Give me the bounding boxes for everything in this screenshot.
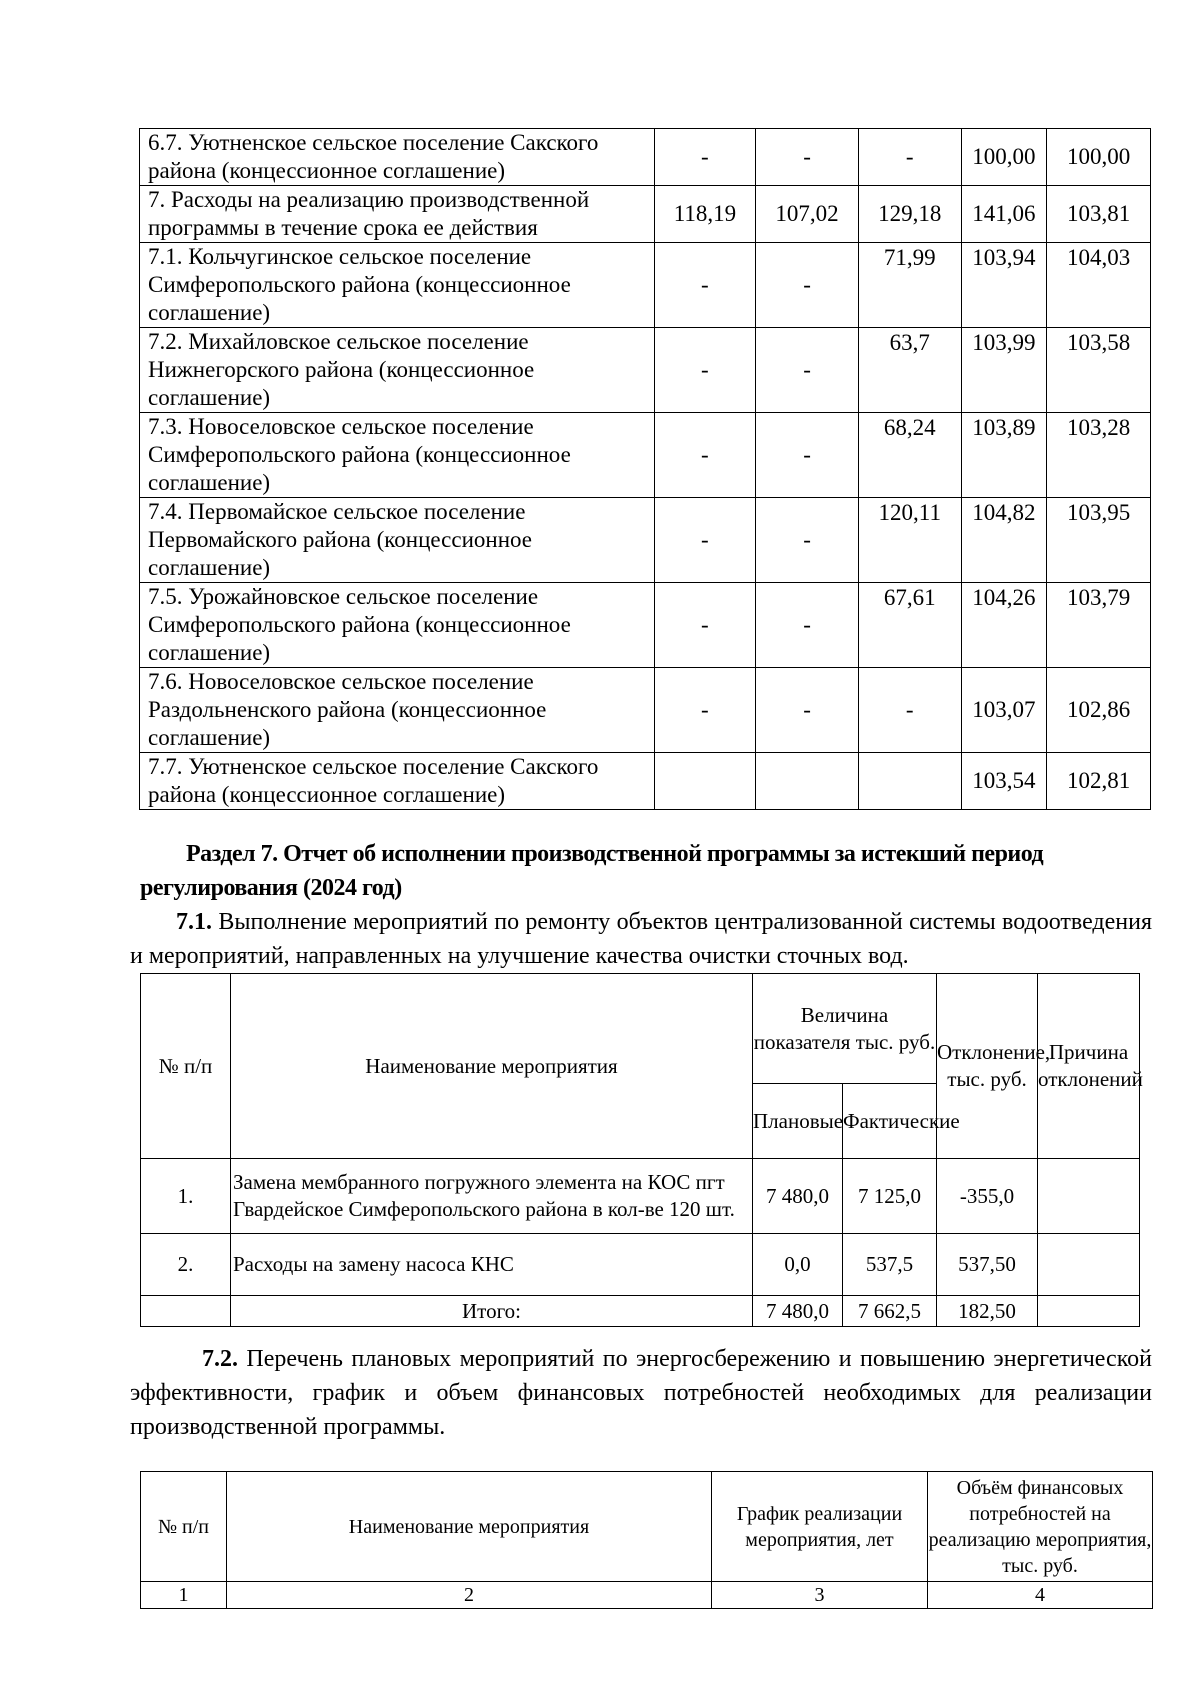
cell-value: 103,28 [1047,413,1151,498]
cell-value: 102,81 [1047,753,1151,810]
cell-planned: 0,0 [753,1234,843,1296]
header-volume: Объём финансовых потребностей на реализацию мероприятия, тыс. руб. [928,1472,1153,1582]
cell-planned: 7 480,0 [753,1159,843,1234]
cell-value: 129,18 [858,186,961,243]
paragraph-number: 7.2. [202,1346,238,1372]
total-row [141,1296,1140,1327]
cell-deviation: 537,50 [937,1234,1038,1296]
table-row [140,328,1151,413]
table-row [140,186,1151,243]
cell-value: - [654,668,756,753]
cell-value: - [756,328,859,413]
cell-empty [1038,1296,1140,1327]
column-number: 3 [712,1582,928,1609]
cell-value: - [858,668,961,753]
cell-name: Замена мембранного погружного элемента на КОС пгт Гвардейское Симферопольского района в кол-ве 120 шт. [231,1159,753,1234]
paragraph-7-2 [130,1342,1152,1444]
section-title: Раздел 7. Отчет об исполнении производственной программы за истекший период регулирования (2024 год) [140,841,1044,901]
cell-value: 103,95 [1047,498,1151,583]
paragraph-number: 7.1. [176,909,212,935]
header-name: Наименование мероприятия [231,974,753,1159]
cell-value: 102,86 [1047,668,1151,753]
cell-value: 100,00 [1047,129,1151,186]
header-schedule: График реализации мероприятия, лет [712,1472,928,1582]
paragraph-text: Перечень плановых мероприятий по энергосбережению и повышению энергетической эффективности, график и объем финансовых потребностей необходимых для реализации производственной программы. [130,1346,1152,1440]
cell-value: 67,61 [858,583,961,668]
row-name: 7.6. Новоселовское сельское поселение Раздольненского района (концессионное соглашение) [140,668,655,753]
cell-value: - [756,129,859,186]
total-deviation: 182,50 [937,1296,1038,1327]
cell-value: 104,26 [961,583,1047,668]
cell-value: 103,79 [1047,583,1151,668]
cell-value: 103,81 [1047,186,1151,243]
cell-value: - [654,243,756,328]
cell-value: 100,00 [961,129,1047,186]
cell-value: 71,99 [858,243,961,328]
row-name: 6.7. Уютненское сельское поселение Сакского района (концессионное соглашение) [140,129,655,186]
row-name: 7.4. Первомайское сельское поселение Первомайского района (концессионное соглашение) [140,498,655,583]
column-number: 1 [141,1582,227,1609]
header-planned: Плановые [753,1084,843,1159]
header-deviation: Отклонение, тыс. руб. [937,974,1038,1159]
cell-value: 120,11 [858,498,961,583]
energy-measures-table [140,1471,1153,1609]
cell-value: 103,54 [961,753,1047,810]
cell-name: Расходы на замену насоса КНС [231,1234,753,1296]
row-name: 7.7. Уютненское сельское поселение Сакского района (концессионное соглашение) [140,753,655,810]
cell-value: 104,03 [1047,243,1151,328]
row-name: 7.3. Новоселовское сельское поселение Симферопольского района (концессионное соглашение) [140,413,655,498]
cell-reason [1038,1159,1140,1234]
paragraph-7-1 [130,905,1152,973]
cell-value: 141,06 [961,186,1047,243]
cell-value: 104,82 [961,498,1047,583]
cell-value [858,753,961,810]
cell-value: - [654,498,756,583]
total-planned: 7 480,0 [753,1296,843,1327]
row-name: 7. Расходы на реализацию производственной программы в течение срока ее действия [140,186,655,243]
cell-value: 103,07 [961,668,1047,753]
header-reason: Причина отклонений [1038,974,1140,1159]
cell-num: 1. [141,1159,231,1234]
table-row [140,753,1151,810]
row-name: 7.2. Михайловское сельское поселение Нижнегорского района (концессионное соглашение) [140,328,655,413]
cell-empty [141,1296,231,1327]
cell-value: 63,7 [858,328,961,413]
continuation-table [139,128,1151,810]
table-row [140,243,1151,328]
cell-value: - [654,413,756,498]
cell-value: - [756,668,859,753]
column-number: 2 [227,1582,712,1609]
total-label: Итого: [231,1296,753,1327]
column-number: 4 [928,1582,1153,1609]
table-row [141,1234,1140,1296]
cell-reason [1038,1234,1140,1296]
table-row [140,498,1151,583]
table-row [141,1159,1140,1234]
table-row [140,129,1151,186]
table-row [140,413,1151,498]
cell-value: - [756,583,859,668]
cell-value: - [654,328,756,413]
cell-value: 118,19 [654,186,756,243]
cell-value: - [756,413,859,498]
cell-value: - [654,129,756,186]
cell-value: - [756,243,859,328]
cell-value [654,753,756,810]
header-name: Наименование мероприятия [227,1472,712,1582]
numbering-row [141,1582,1153,1609]
table-row [140,668,1151,753]
cell-value: 107,02 [756,186,859,243]
header-value: Величина показателя тыс. руб. [753,974,937,1084]
row-name: 7.1. Кольчугинское сельское поселение Симферопольского района (концессионное соглашение) [140,243,655,328]
cell-value: 103,58 [1047,328,1151,413]
cell-value: - [654,583,756,668]
cell-num: 2. [141,1234,231,1296]
cell-value: 103,94 [961,243,1047,328]
cell-value: 68,24 [858,413,961,498]
header-actual: Фактические [843,1084,937,1159]
cell-deviation: -355,0 [937,1159,1038,1234]
cell-value: - [756,498,859,583]
header-num: № п/п [141,974,231,1159]
cell-value: - [858,129,961,186]
header-num: № п/п [141,1472,227,1582]
cell-actual: 7 125,0 [843,1159,937,1234]
total-actual: 7 662,5 [843,1296,937,1327]
row-name: 7.5. Урожайновское сельское поселение Симферопольского района (концессионное соглашение) [140,583,655,668]
activities-report-table [140,973,1143,1327]
cell-value: 103,99 [961,328,1047,413]
cell-actual: 537,5 [843,1234,937,1296]
cell-value [756,753,859,810]
table-row [140,583,1151,668]
cell-value: 103,89 [961,413,1047,498]
paragraph-text: Выполнение мероприятий по ремонту объектов централизованной системы водоотведения и мероприятий, направленных на улучшение качества очистки сточных вод. [130,909,1153,969]
